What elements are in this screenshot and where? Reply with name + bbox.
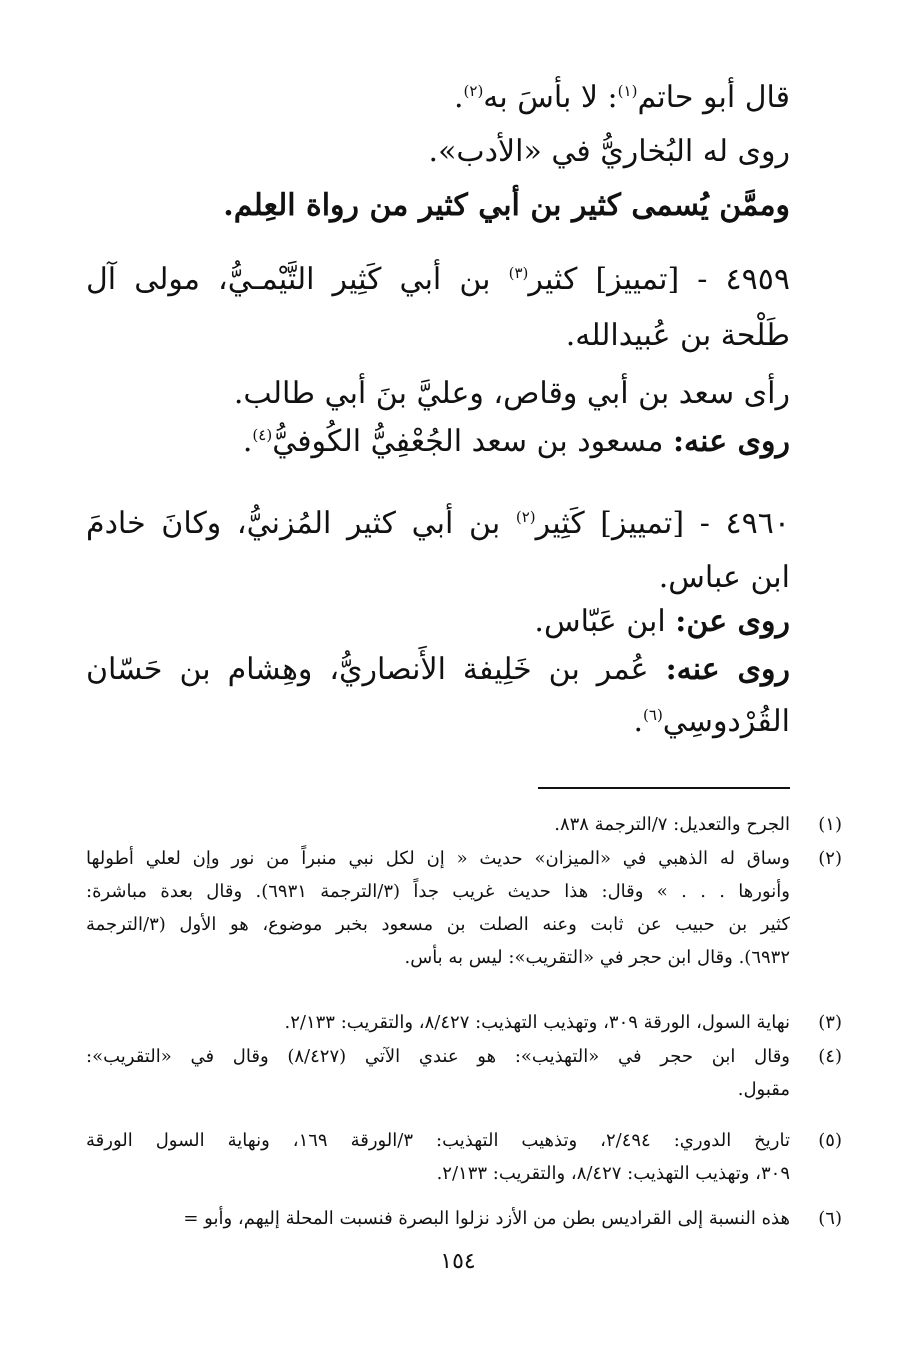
text-line-2: روى له البُخاريُّ في «الأدب». [428,134,790,169]
footnote-ref[interactable]: (٣) [508,264,529,282]
footnote-ref[interactable]: (٢) [463,82,484,100]
footnote-number: (٤) [818,1046,842,1067]
footnote-ref[interactable]: (٢) [515,508,536,526]
entry-4960-line-4: روى عنه: عُمر بن خَلِيفة الأَنصاريُّ، وهِشام بن حَسّان [86,652,790,687]
footnote-3: (٣) نهاية السول، الورقة ٣٠٩، وتهذيب التهذيب: ٨/٤٢٧، والتقريب: ٢/١٣٣. [86,1010,790,1043]
footnote-ref[interactable]: (٤) [252,426,273,444]
footnote-divider [538,787,790,789]
entry-4959-line-3: رأى سعد بن أبي وقاص، وعليَّ بنَ أبي طالب. [233,376,790,411]
footnote-ref[interactable]: (١) [617,82,638,100]
narrators-label: روى عنه: [672,424,790,459]
entry-4959-line-4: روى عنه: مسعود بن سعد الجُعْفِيُّ الكُوفيُّ$^{(٤)}$. [242,424,790,459]
entry-4960-line-1: ٤٩٦٠ - [تمييز] كَثِير$^{(٢)}$ بن أبي كثير المُزنيُّ، وكانَ خادمَ [86,506,790,541]
page-number: ١٥٤ [440,1249,476,1274]
entry-4960-line-5: القُرْدوسِي$^{(٦)}$. [633,704,790,739]
footnote-number: (٣) [818,1012,842,1033]
footnote-ref[interactable]: (٦) [643,706,663,724]
footnote-number: (٢) [818,848,842,869]
entry-4959-line-1: ٤٩٥٩ - [تمييز] كثير$^{(٣)}$ بن أبي كَثِير التَّيْمـيُّ، مولى آل [86,262,790,297]
footnote-number: (١) [818,814,842,835]
footnote-2: (٢) وساق له الذهبي في «الميزان» حديث « إن لكل نبي منبراً من نور وإن لعلي أطولها وأنورها . . . » وقال: هذا حديث غريب جداً (٣/الترجمة ٦٩٣١). وقال بعدة مباشرة: كثير بن حبيب عن ثابت وعنه الصلت بن مسعود بخبر موضوع، هو الأول (٣/الترجمة ٦٩٣٢). وقال ابن حجر في «التقريب»: ليس به بأس. [86,848,842,968]
text-line-1: قال أبو حاتم$^{(١)}$: لا بأسَ به$^{(٢)}$. [453,80,790,115]
section-heading: وممَّن يُسمى كثير بن أبي كثير من رواة العِلم. [223,188,790,223]
entry-4959-line-2: طَلْحة بن عُبيدالله. [565,318,790,353]
footnote-4: (٤) وقال ابن حجر في «التهذيب»: هو عندي الآتي (٨/٤٢٧) وقال في «التقريب»: مقبول. [86,1046,842,1100]
entry-4960-line-2: ابن عباس. [658,560,790,595]
footnote-6: (٦) هذه النسبة إلى القراديس بطن من الأزد نزلوا البصرة فنسبت المحلة إليهم، وأبو = [86,1206,790,1239]
footnote-1: (١) الجرح والتعديل: ٧/الترجمة ٨٣٨. [86,812,790,845]
narrated-from-label: روى عن: [675,604,790,639]
footnote-number: (٥) [818,1130,842,1151]
footnote-5: (٥) تاريخ الدوري: ٢/٤٩٤، وتذهيب التهذيب: ٣/الورقة ١٦٩، ونهاية السول الورقة ٣٠٩، وتهذيب التهذيب: ٨/٤٢٧، والتقريب: ٢/١٣٣. [86,1130,842,1184]
entry-4960-line-3: روى عن: ابن عَبّاس. [534,604,790,639]
narrators-label: روى عنه: [665,652,790,687]
footnote-number: (٦) [818,1208,842,1229]
